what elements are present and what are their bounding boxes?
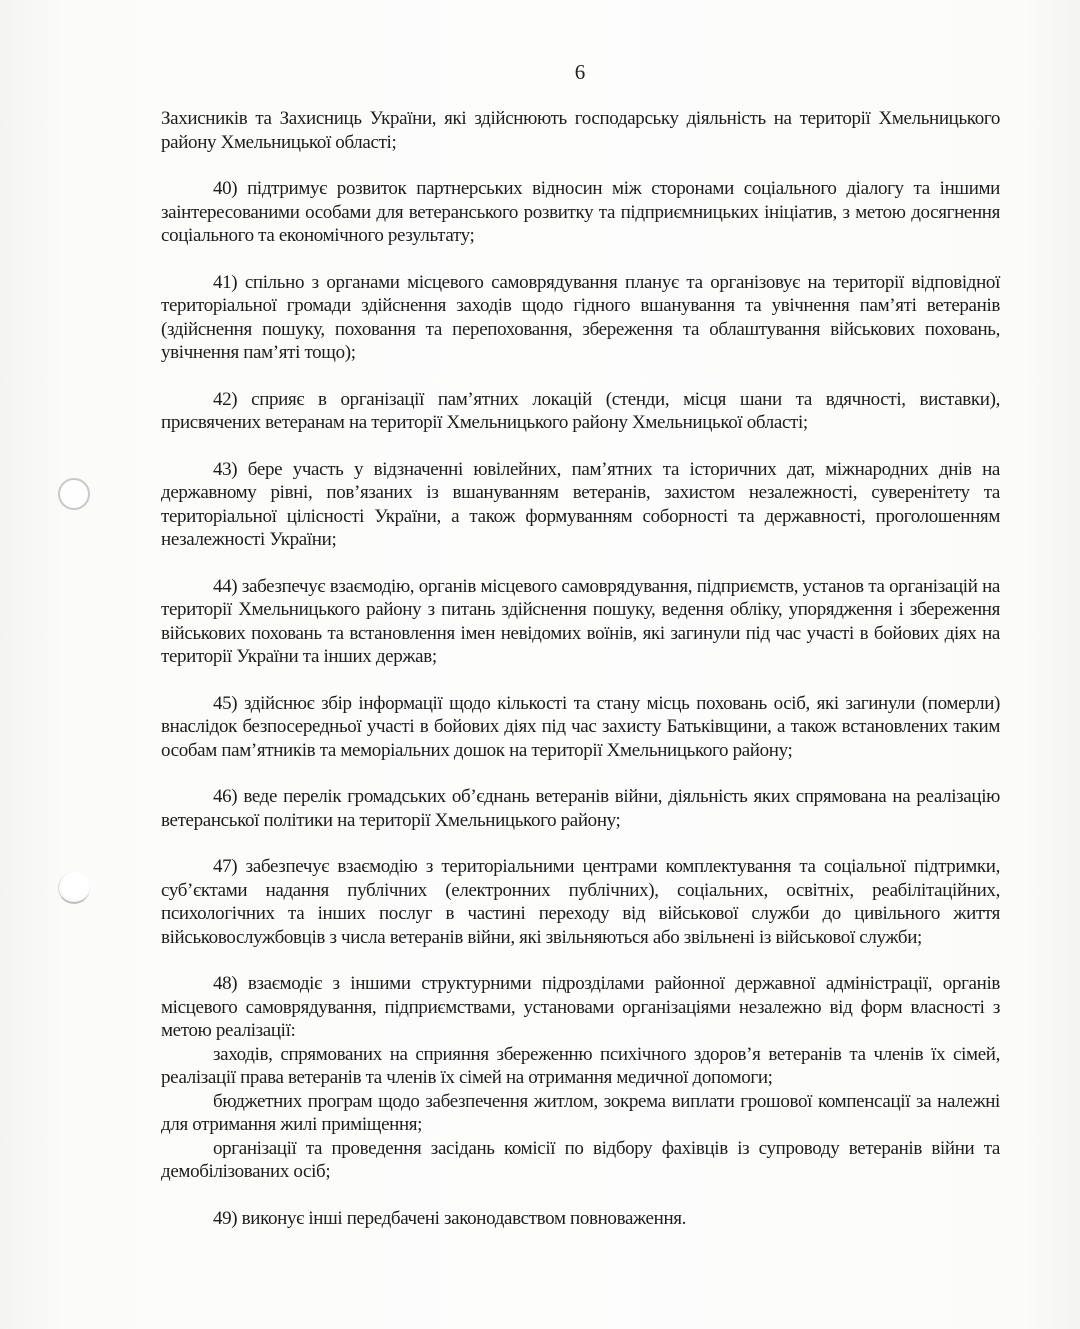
list-item-40: 40) підтримує розвиток партнерських відносин між сторонами соціального діалогу та іншими заінтересованими особами для ветеранського розвитку та підприємницьких ініціатив, з метою досягнення соціального та економічного результату; [161, 178, 1000, 246]
list-item-43: 43) бере участь у відзначенні ювілейних, пам’ятних та історичних дат, міжнародних днів на державному рівні, пов’язаних із вшануванням ветеранів, захистом незалежності, суверенітету та територіальної цілісності України, а також формуванням соборності та державності, проголошенням незалежності України; [161, 458, 1000, 550]
list-item-46: 46) веде перелік громадських об’єднань ветеранів війни, діяльність яких спрямована на реалізацію ветеранської політики на території Хмельницького району; [161, 786, 1000, 831]
punch-hole-icon [58, 478, 90, 510]
continuation-paragraph: Захисників та Захисниць України, які здійснюють господарську діяльність на території Хмельницького району Хмельницької області; [161, 108, 1000, 153]
sub-item: організації та проведення засідань комісії по відбору фахівців із супроводу ветеранів війни та демобілізованих осіб; [161, 1137, 1000, 1182]
page-number: 6 [574, 60, 586, 84]
sub-item: бюджетних програм щодо забезпечення житлом, зокрема виплати грошової компенсації за належні для отримання жилі приміщення; [161, 1090, 1000, 1135]
list-item-41: 41) спільно з органами місцевого самоврядування планує та організовує на території відповідної територіальної громади здійснення заходів щодо гідного вшанування та увічнення пам’яті ветеранів (здійснення пошуку, поховання та перепоховання, збереження та облаштування військових поховань, увічнення пам’яті тощо); [161, 271, 1000, 363]
list-item-45: 45) здійснює збір інформації щодо кількості та стану місць поховань осіб, які загинули (померли) внаслідок безпосередньої участі в бойових діях під час захисту Батьківщини, а також встановлених таким особам пам’ятників та меморіальних дошок на території Хмельницького району; [161, 692, 1000, 761]
list-item-44: 44) забезпечує взаємодію, органів місцевого самоврядування, підприємств, установ та організацій на території Хмельницького району з питань здійснення пошуку, ведення обліку, упорядження і збереження військових поховань та встановлення імен невідомих воїнів, які загинули під час участі в бойових діях на території України та інших держав; [161, 575, 1000, 667]
list-item-42: 42) сприяє в організації пам’ятних локацій (стенди, місця шани та вдячності, виставки), присвячених ветеранам на території Хмельницького району Хмельницької області; [161, 388, 1000, 433]
document-body [161, 107, 1000, 1230]
list-item-47: 47) забезпечує взаємодію з територіальними центрами комплектування та соціальної підтримки, суб’єктами надання публічних (електронних публічних), соціальних, освітніх, реабілітаційних, психологічних та інших послуг в частині переходу від військової служби до цивільного життя військовослужбовців з числа ветеранів війни, які звільняються або звільнені із військової служби; [161, 856, 1000, 948]
sub-item: заходів, спрямованих на сприяння збереженню психічного здоров’я ветеранів та членів їх сімей, реалізації права ветеранів та членів їх сімей на отримання медичної допомоги; [161, 1043, 1000, 1088]
list-item-49: 49) виконує інші передбачені законодавством повноваження. [213, 1207, 687, 1229]
list-item-48: 48) взаємодіє з іншими структурними підрозділами районної державної адміністрації, органів місцевого самоврядування, підприємствами, установами організаціями незалежно від форм власності з метою реалізації: [161, 973, 1000, 1041]
punch-hole-icon [58, 872, 90, 904]
